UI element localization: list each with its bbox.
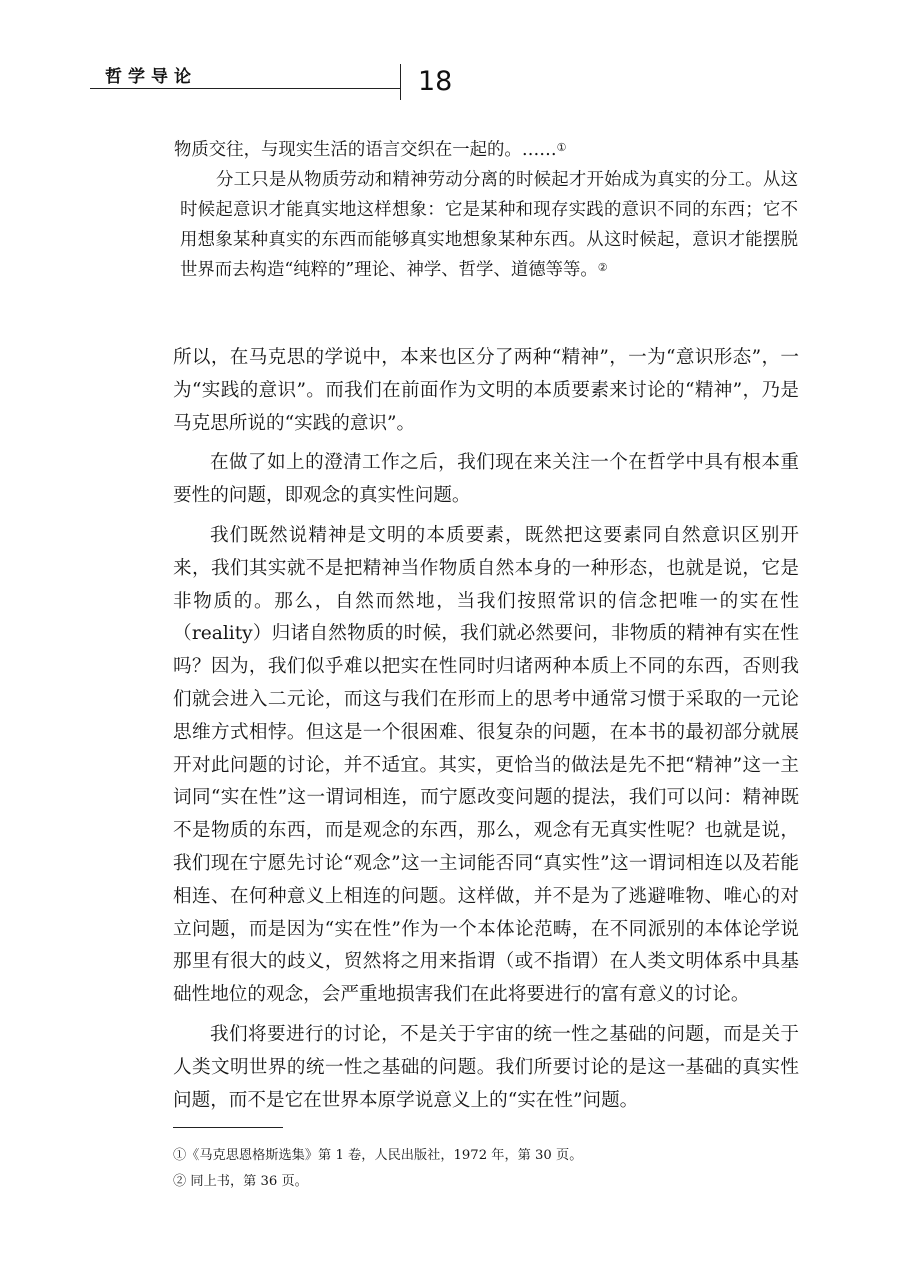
body-paragraph: 我们既然说精神是文明的本质要素，既然把这要素同自然意识区别开来，我们其实就不是把精神当作物质自然本身的一种形态，也就是说，它是非物质的。那么，自然而然地，当我们按照常识的信念把唯一的实在性（reality）归诸自然物质的时候，我们就必然要问，非物质的精神有实在性吗？因为，我们似乎难以把实在性同时归诸两种本质上不同的东西，否则我们就会进入二元论，而这与我们在形而上的思考中通常习惯于采取的一元论思维方式相悖。但这是一个很困难、很复杂的问题，在本书的最初部分就展开对此问题的讨论，并不适宜。其实，更恰当的做法是先不把“精神”这一主词同“实在性”这一谓词相连，而宁愿改变问题的提法，我们可以问：精神既不是物质的东西，而是观念的东西，那么，观念有无真实性呢？也就是说，我们现在宁愿先讨论“观念”这一主词能否同“真实性”这一谓词相连以及若能相连、在何种意义上相连的问题。这样做，并不是为了逃避唯物、唯心的对立问题，而是因为“实在性”作为一个本体论范畴，在不同派别的本体论学说那里有很大的歧义，贸然将之用来指谓（或不指谓）在人类文明体系中具基础性地位的观念，会严重地损害我们在此将要进行的富有意义的讨论。 xyxy=(173,524,799,1006)
running-title: 哲学导论 xyxy=(105,67,197,87)
body-text xyxy=(173,342,799,1124)
header-divider xyxy=(400,64,401,100)
page-header xyxy=(0,0,900,120)
quote-paragraph-text: 分工只是从物质劳动和精神劳动分离的时候起才开始成为真实的分工。从这时候起意识才能真实地这样想象：它是某种和现存实践的意识不同的东西；它不用想象某种真实的东西而能够真实地想象某种东西。从这时候起，意识才能摆脱世界而去构造“纯粹的”理论、神学、哲学、道德等等。 xyxy=(180,170,798,280)
body-paragraph: 所以，在马克思的学说中，本来也区分了两种“精神”，一为“意识形态”，一为“实践的意识”。而我们在前面作为文明的本质要素来讨论的“精神”，乃是马克思所说的“实践的意识”。 xyxy=(173,347,799,434)
quote-continuation xyxy=(174,135,798,165)
block-quote xyxy=(174,135,798,285)
quote-paragraph xyxy=(180,165,798,285)
body-paragraph: 我们将要进行的讨论，不是关于宇宙的统一性之基础的问题，而是关于人类文明世界的统一性之基础的问题。我们所要讨论的是这一基础的真实性问题，而不是它在世界本原学说意义上的“实在性”问题。 xyxy=(173,1023,799,1111)
page-number: 18 xyxy=(418,66,453,97)
body-paragraph: 在做了如上的澄清工作之后，我们现在来关注一个在哲学中具有根本重要性的问题，即观念的真实性问题。 xyxy=(173,452,799,507)
footnote-1: ①《马克思恩格斯选集》第 1 卷，人民出版社，1972 年，第 30 页。 xyxy=(173,1148,583,1163)
footnotes xyxy=(173,1143,799,1195)
header-rule xyxy=(90,88,400,89)
footnote-rule xyxy=(173,1127,283,1128)
footnote-2: ② 同上书，第 36 页。 xyxy=(173,1174,308,1189)
footnote-ref-2: ② xyxy=(597,261,608,274)
quote-continuation-text: 物质交往，与现实生活的语言交织在一起的。…… xyxy=(174,140,557,160)
footnote-ref-1: ① xyxy=(556,141,567,154)
